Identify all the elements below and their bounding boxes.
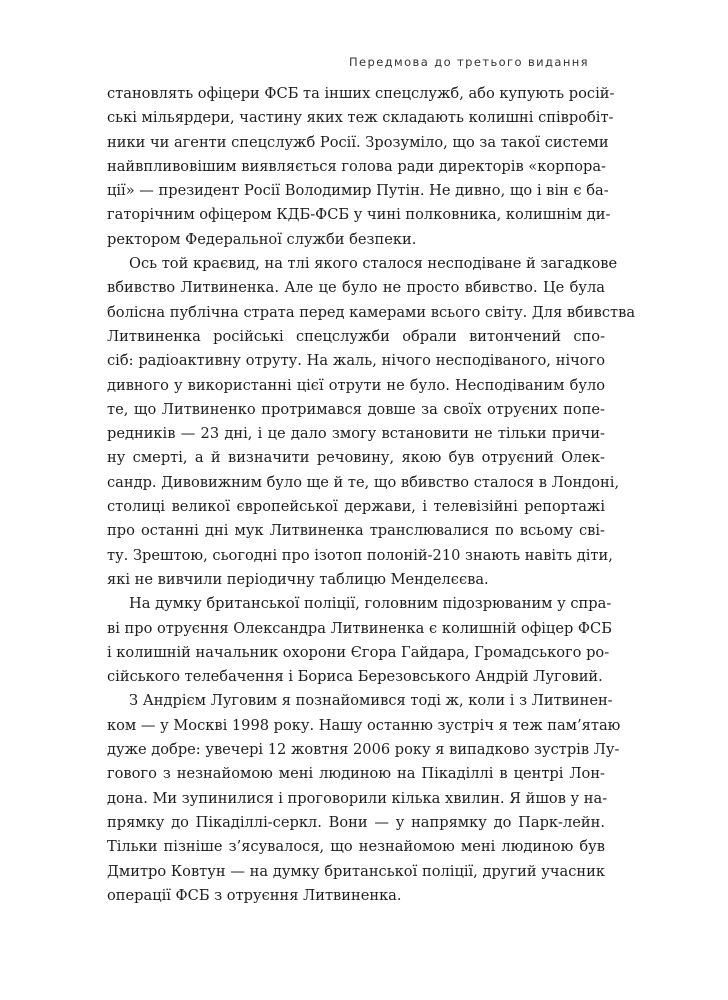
text-line: ректором Федеральної служби безпеки. [107, 230, 417, 248]
text-line: операції ФСБ з отруєння Литвиненка. [107, 886, 402, 904]
paragraph-3 [107, 592, 612, 689]
text-line: сандр. Дивовижним було ще й те, що вбивство сталося в Лондоні, [107, 473, 620, 491]
text-line: ники чи агенти спецслужб Росії. Зрозуміло, що за такої системи [107, 133, 609, 151]
text-line: ві про отруєння Олександра Литвиненка є колишній офіцер ФСБ [107, 619, 612, 637]
text-line: Тільки пізніше з’ясувалося, що незнайомою мені людиною був [107, 838, 605, 856]
text-line: дивного у використанні цієї отрути не було. Несподіваним було [107, 376, 605, 394]
text-line: сіб: радіоактивну отруту. На жаль, нічого несподіваного, нічого [107, 352, 605, 370]
text-line: болісна публічна страта перед камерами всього світу. Для вбивства [107, 303, 636, 321]
paragraph-2 [107, 252, 636, 592]
text-line: які не вивчили періодичну таблицю Менделєєва. [107, 570, 489, 588]
text-line: дуже добре: увечері 12 жовтня 2006 року я випадково зустрів Лу- [107, 741, 620, 759]
text-line: прямку до Пікаділлі-серкл. Вони — у напрямку до Парк-лейн. [107, 813, 605, 831]
text-line: Литвиненка російські спецслужби обрали витончений спо- [107, 327, 605, 345]
paragraph-1 [107, 82, 615, 252]
text-line: становлять офіцери ФСБ та інших спецслужб, або купують росій- [107, 85, 615, 102]
text-line: столиці великої європейської держави, і телевізійні репортажі [107, 498, 605, 516]
text-line: найвпливовішим виявляється голова ради директорів «корпора- [107, 157, 606, 175]
text-line: про останні дні мук Литвиненка транслювалися по всьому сві- [107, 522, 605, 540]
text-line: ту. Зрештою, сьогодні про ізотоп полоній-210 знають навіть діти, [107, 546, 613, 564]
text-line: редників — 23 дні, і це дало змогу встановити не тільки причи- [107, 425, 605, 443]
text-line: ції» — президент Росії Володимир Путін. Не дивно, що і він є ба- [107, 182, 609, 200]
text-line: і колишній начальник охорони Єгора Гайдара, Громадського ро- [107, 643, 610, 661]
text-line: Ось той краєвид, на тлі якого сталося несподіване й загадкове [129, 255, 618, 273]
text-line: З Андрієм Луговим я познайомився тоді ж, коли і з Литвинен- [129, 692, 613, 710]
paragraph-4 [107, 689, 621, 908]
text-line: ком — у Москві 1998 року. Нашу останню зустріч я теж пам’ятаю [107, 716, 621, 734]
text-line: На думку британської поліції, головним підозрюваним у спра- [129, 595, 612, 613]
text-line: вбивство Литвиненка. Але це було не просто вбивство. Це була [107, 279, 605, 297]
text-line: гаторічним офіцером КДБ-ФСБ у чині полковника, колишнім ди- [107, 206, 611, 224]
text-line: гового з незнайомою мені людиною на Пікаділлі в центрі Лон- [107, 765, 605, 783]
text-line: сійського телебачення і Бориса Березовського Андрій Луговий. [107, 668, 603, 686]
text-line: Дмитро Ковтун — на думку британської поліції, другий учасник [107, 862, 605, 880]
running-header: Передмова до третього видання [348, 55, 589, 69]
text-line: те, що Литвиненко протримався довше за своїх отруєних попе- [107, 400, 605, 418]
text-line: дона. Ми зупинилися і проговорили кілька хвилин. Я йшов у на- [107, 789, 608, 807]
text-line: ські мільярдери, частину яких теж складають колишні співробіт- [107, 109, 614, 127]
text-line: ну смерті, а й визначити речовину, якою був отруєний Олек- [107, 449, 605, 467]
body-text [107, 82, 636, 908]
